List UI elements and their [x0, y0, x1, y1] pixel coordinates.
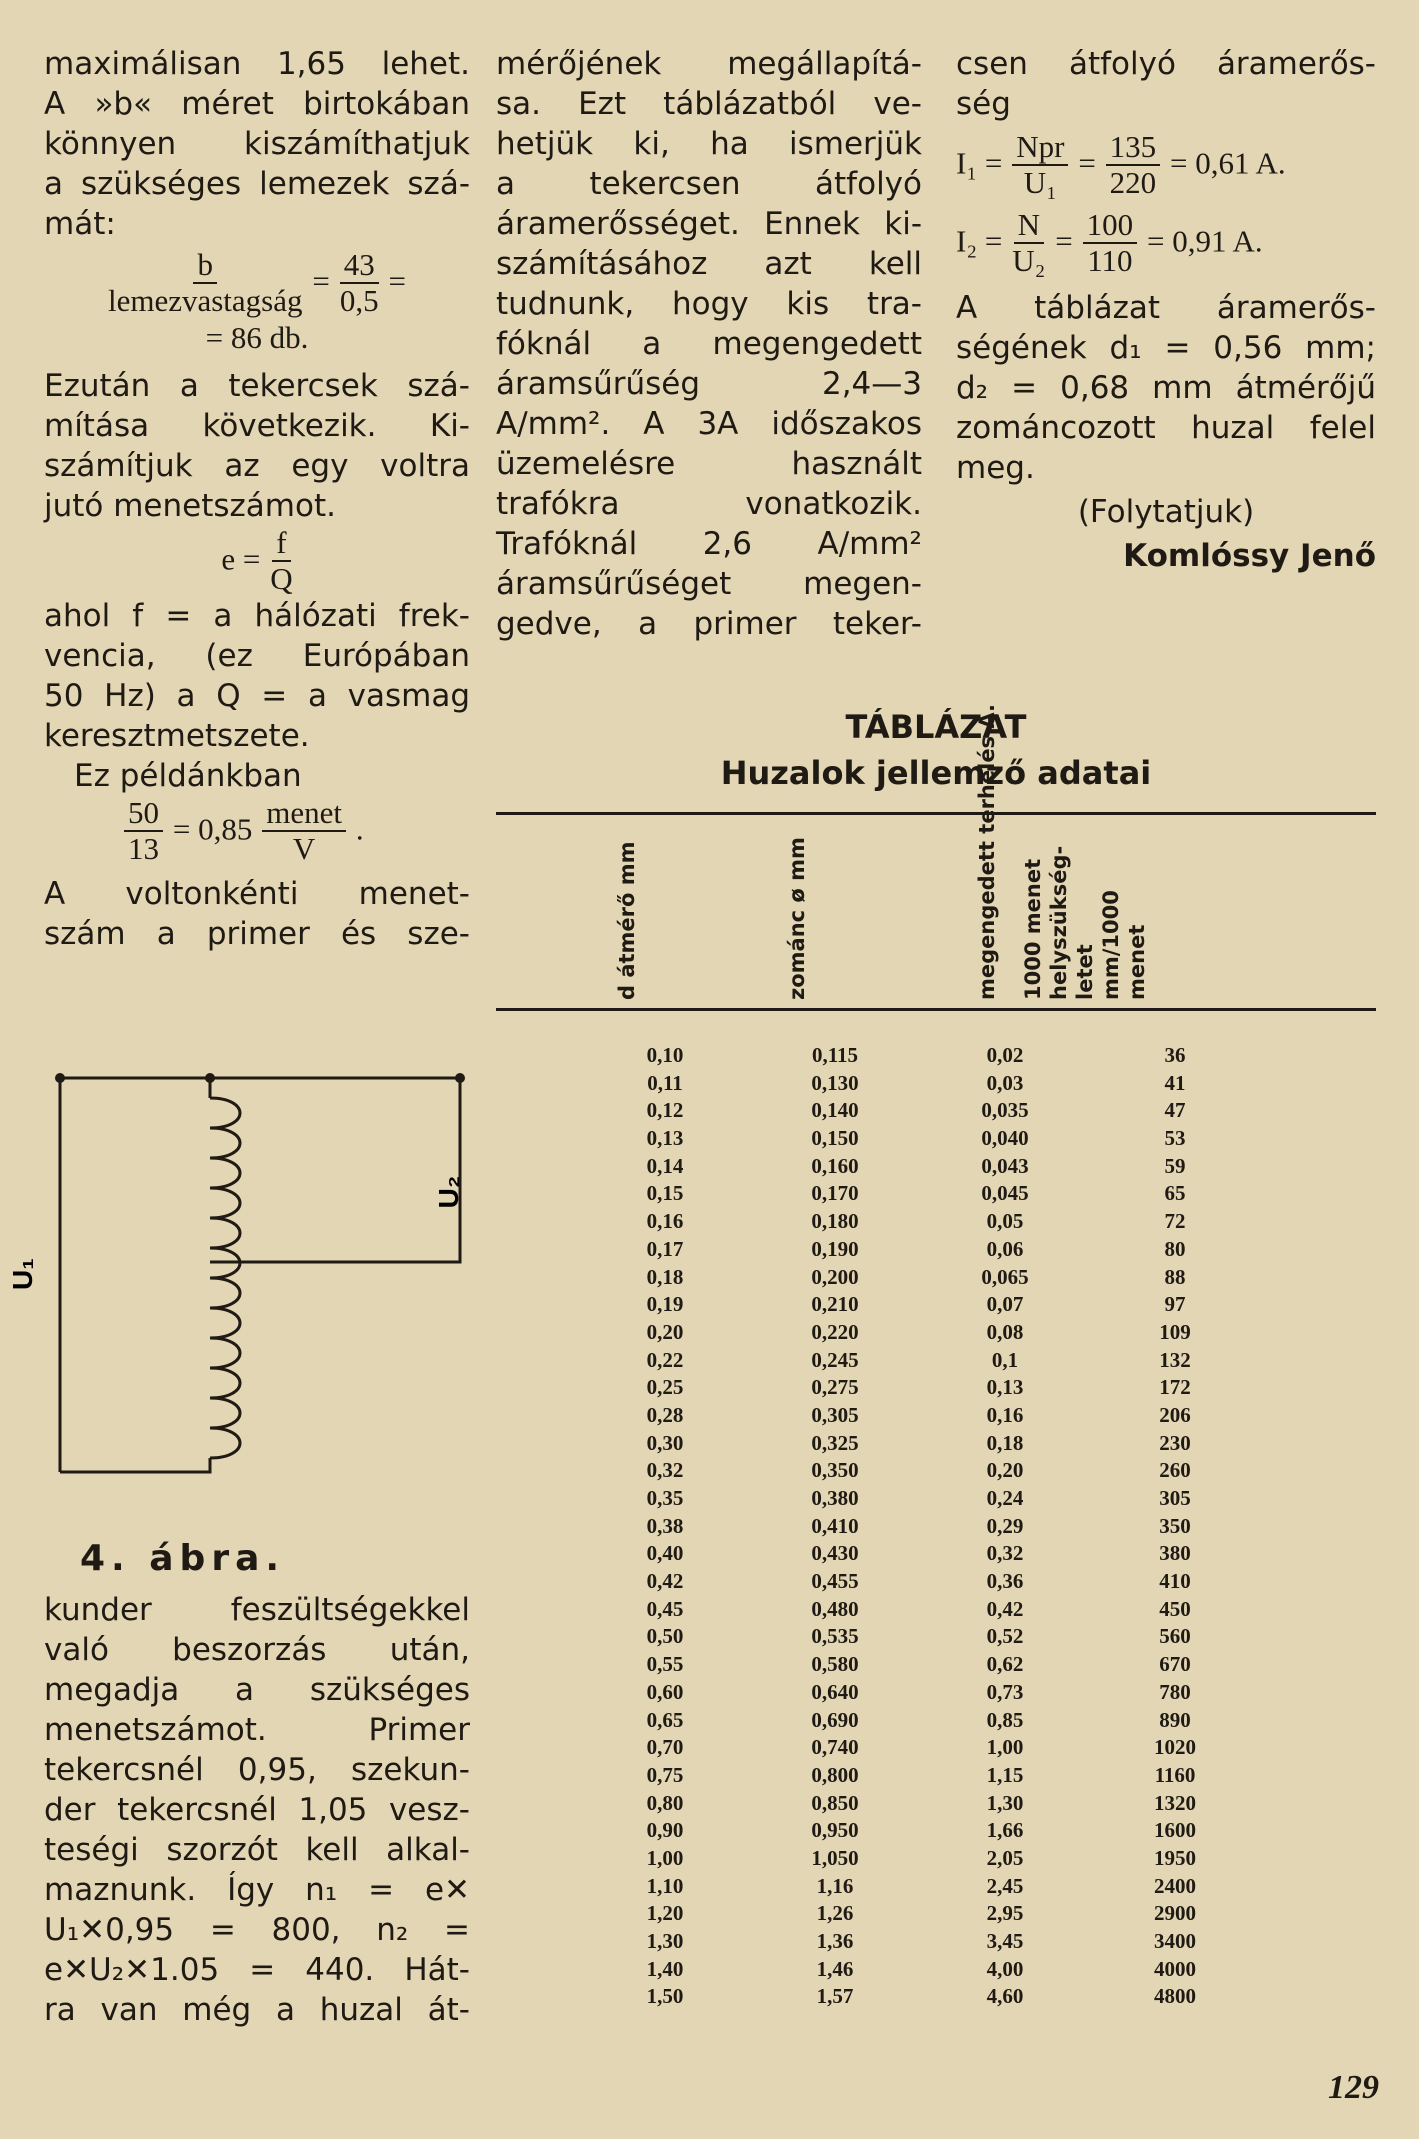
equation-turns — [44, 796, 470, 866]
table-cell: 0,410 — [811, 1513, 859, 1538]
table-row — [580, 1457, 1260, 1485]
table-cell: 0,455 — [811, 1569, 859, 1594]
text-line: gedve, a primer teker- — [496, 606, 922, 642]
table-cell: 109 — [1159, 1319, 1191, 1344]
table-row — [580, 1153, 1260, 1181]
equation-plates — [44, 248, 470, 318]
table-cell: 0,480 — [811, 1596, 859, 1621]
coil-icon — [210, 1098, 240, 1458]
table-row — [580, 1097, 1260, 1125]
eq-mid: = 0,85 — [172, 811, 253, 847]
text-line: keresztmetszete. — [44, 718, 310, 754]
continuation-note: (Folytatjuk) — [1077, 494, 1255, 530]
eq-sign: = — [1078, 145, 1096, 181]
table-row — [580, 1374, 1260, 1402]
equation-i1 — [956, 130, 1376, 200]
table-cell: 172 — [1159, 1375, 1191, 1400]
table-cell: 0,25 — [646, 1375, 684, 1400]
table-cell: 0,73 — [986, 1679, 1024, 1704]
table-cell: 670 — [1159, 1652, 1191, 1677]
text-line: megadja a szükséges — [44, 1672, 470, 1708]
right-wire — [210, 1078, 460, 1262]
table-cell: 0,16 — [646, 1209, 684, 1234]
table-cell: 0,045 — [981, 1181, 1029, 1206]
text-line: 50 Hz) a Q = a vasmag — [44, 678, 470, 714]
table-cell: 0,02 — [986, 1043, 1024, 1067]
text-line: számításához azt kell — [496, 246, 922, 282]
eq-den: V — [292, 831, 316, 866]
transformer-diagram — [7, 1072, 470, 1522]
eq-den: lemezvastagság — [107, 283, 303, 318]
text-line: áramsűrűséget megen- — [496, 566, 922, 602]
text-line: sa. Ezt táblázatból ve- — [496, 86, 922, 122]
table-cell: 0,18 — [986, 1430, 1024, 1455]
table-cell: 1600 — [1154, 1818, 1196, 1843]
table-cell: 1,30 — [646, 1929, 684, 1953]
text-line: A voltonkénti menet- — [44, 876, 470, 912]
table-row — [580, 1873, 1260, 1901]
table-row — [580, 1679, 1260, 1707]
table-cell: 1,50 — [646, 1984, 684, 2009]
table-cell: 0,32 — [646, 1458, 684, 1483]
table-top-rule — [496, 812, 1376, 815]
table-cell: 0,380 — [811, 1486, 859, 1510]
table-cell: 1,40 — [646, 1956, 684, 1981]
table-cell: 4000 — [1154, 1956, 1196, 1981]
table-cell: 0,65 — [646, 1707, 684, 1732]
text-line: mítása következik. Ki- — [44, 408, 470, 444]
table-row — [580, 1623, 1260, 1651]
table-cell: 0,180 — [811, 1209, 859, 1234]
text-line: e✕U₂✕1.05 = 440. Hát- — [44, 1952, 470, 1988]
table-cell: 0,043 — [981, 1153, 1029, 1178]
table-cell: 0,62 — [986, 1652, 1024, 1677]
table-cell: 1950 — [1154, 1845, 1196, 1870]
eq-sign: = — [1055, 223, 1073, 259]
table-header-rule — [496, 1008, 1376, 1011]
table-cell: 0,190 — [811, 1236, 859, 1261]
table-row — [580, 1817, 1260, 1845]
table-cell: 65 — [1164, 1181, 1186, 1206]
table-cell: 2400 — [1154, 1873, 1196, 1898]
table-row — [580, 1513, 1260, 1541]
table-cell: 0,350 — [811, 1458, 859, 1483]
table-cell: 0,40 — [646, 1541, 684, 1566]
table-row — [580, 1734, 1260, 1762]
table-row — [580, 1264, 1260, 1292]
header-label: d átmérő mm — [615, 841, 639, 1000]
text-line: mérőjének megállapítá- — [496, 46, 922, 82]
eq-den: 220 — [1109, 165, 1157, 200]
header-label: 1000 menet helyszükség-letet mm/1000 menet — [1021, 845, 1149, 1000]
text-line: maznunk. Így n₁ = e✕ — [44, 1872, 470, 1908]
text-line: meg. — [956, 450, 1035, 486]
table-cell: 88 — [1164, 1264, 1186, 1289]
table-cell: 380 — [1159, 1541, 1191, 1566]
table-cell: 80 — [1164, 1236, 1186, 1261]
table-row — [580, 1042, 1260, 1070]
eq-num: 135 — [1106, 130, 1161, 166]
table-cell: 0,640 — [811, 1679, 859, 1704]
table-row — [580, 1347, 1260, 1375]
table-cell: 0,29 — [986, 1513, 1024, 1538]
table-cell: 1,30 — [986, 1790, 1024, 1815]
table-cell: 1,26 — [816, 1901, 854, 1926]
equation-result: = 86 db. — [205, 320, 309, 355]
header-label: megengedett terhelés A. — [975, 704, 999, 1000]
text-line: d₂ = 0,68 mm átmérőjű — [956, 370, 1376, 406]
table-cell: 0,305 — [811, 1402, 859, 1427]
table-cell: 0,20 — [646, 1319, 684, 1344]
table-cell: 53 — [1164, 1126, 1186, 1151]
text-line: a tekercsen átfolyó — [496, 166, 922, 202]
table-cell: 59 — [1164, 1153, 1186, 1178]
text-line: Ezután a tekercsek szá- — [44, 368, 470, 404]
table-header-space — [1021, 830, 1270, 1000]
table-row — [580, 1402, 1260, 1430]
table-row — [580, 1707, 1260, 1735]
table-cell: 4,60 — [986, 1984, 1024, 2009]
text-line: menetszámot. Primer — [44, 1712, 470, 1748]
table-cell: 0,16 — [986, 1402, 1024, 1427]
eq-den: U₁ — [1023, 165, 1057, 200]
table-cell: 0,11 — [647, 1070, 683, 1095]
table-row — [580, 1319, 1260, 1347]
text-line: szám a primer és sze- — [44, 916, 470, 952]
table-cell: 0,13 — [986, 1375, 1024, 1400]
table-cell: 1,15 — [986, 1762, 1024, 1787]
table-cell: 230 — [1159, 1430, 1191, 1455]
text-line: A táblázat áramerős- — [956, 290, 1376, 326]
table-row — [580, 1430, 1260, 1458]
table-cell: 305 — [1159, 1486, 1191, 1510]
table-cell: 0,210 — [811, 1292, 859, 1317]
table-cell: 3,45 — [986, 1929, 1024, 1953]
table-cell: 97 — [1164, 1292, 1186, 1317]
table-cell: 1160 — [1154, 1762, 1196, 1787]
table-cell: 0,75 — [646, 1762, 684, 1787]
text-line: könnyen kiszámíthatjuk — [44, 126, 470, 162]
table-row — [580, 1790, 1260, 1818]
text-line: der tekercsnél 1,05 vesz- — [44, 1792, 470, 1828]
table-cell: 0,35 — [646, 1486, 684, 1510]
table-row — [580, 1596, 1260, 1624]
text-line: áramerősséget. Ennek ki- — [496, 206, 922, 242]
eq-num: 50 — [124, 796, 163, 832]
table-row — [580, 1070, 1260, 1098]
table-subtitle: Huzalok jellemző adatai — [720, 754, 1152, 792]
table-cell: 47 — [1164, 1098, 1186, 1123]
eq-den: 0,5 — [339, 283, 379, 318]
table-cell: 0,18 — [646, 1264, 684, 1289]
table-row — [580, 1125, 1260, 1153]
text-line: való beszorzás után, — [44, 1632, 470, 1668]
table-cell: 0,200 — [811, 1264, 859, 1289]
text-line: A/mm². A 3A időszakos — [496, 406, 922, 442]
table-cell: 1,57 — [816, 1984, 854, 2009]
table-cell: 1,20 — [646, 1901, 684, 1926]
table-cell: 0,580 — [811, 1652, 859, 1677]
text-line: hetjük ki, ha ismerjük — [496, 126, 922, 162]
terminal-dot — [55, 1073, 65, 1083]
table-row — [580, 1900, 1260, 1928]
eq-num: b — [193, 248, 217, 284]
table-cell: 2,95 — [986, 1901, 1024, 1926]
text-line: mát: — [44, 206, 116, 242]
table-cell: 1,36 — [816, 1929, 854, 1953]
table-cell: 132 — [1159, 1347, 1191, 1372]
table-cell: 0,10 — [646, 1043, 684, 1067]
table-cell: 0,245 — [811, 1347, 859, 1372]
column-left-bottom — [44, 1590, 470, 2030]
table-cell: 72 — [1164, 1209, 1186, 1234]
table-cell: 0,70 — [646, 1735, 684, 1760]
table-cell: 0,170 — [811, 1181, 859, 1206]
table-cell: 4800 — [1154, 1984, 1196, 2009]
eq-sign: = — [312, 263, 330, 299]
table-cell: 0,850 — [811, 1790, 859, 1815]
text-line: üzemelésre használt — [496, 446, 922, 482]
label-u1: U₁ — [7, 1258, 38, 1290]
text-line: ségének d₁ = 0,56 mm; — [956, 330, 1376, 366]
table-row — [580, 1540, 1260, 1568]
table-row — [580, 1956, 1260, 1984]
text-line: A »b« méret birtokában — [44, 86, 470, 122]
table-row — [580, 1983, 1260, 2011]
column-middle — [496, 44, 922, 644]
table-cell: 0,50 — [646, 1624, 684, 1649]
table-cell: 0,03 — [986, 1070, 1024, 1095]
table-row — [580, 1208, 1260, 1236]
table-cell: 0,140 — [811, 1098, 859, 1123]
table-cell: 410 — [1159, 1569, 1191, 1594]
table-cell: 0,30 — [646, 1430, 684, 1455]
table-cell: 0,15 — [646, 1181, 684, 1206]
table-cell: 206 — [1159, 1402, 1191, 1427]
text-line: ség — [956, 86, 1011, 122]
eq-sign: = — [388, 263, 407, 299]
eq-den: Q — [270, 561, 293, 596]
equation-e — [44, 526, 470, 596]
table-cell: 450 — [1159, 1596, 1191, 1621]
text-line: ra van még a huzal át- — [44, 1992, 470, 2028]
table-cell: 1320 — [1154, 1790, 1196, 1815]
table-cell: 0,130 — [811, 1070, 859, 1095]
table-cell: 0,160 — [811, 1153, 859, 1178]
table-cell: 0,690 — [811, 1707, 859, 1732]
table-cell: 2,05 — [986, 1845, 1024, 1870]
table-cell: 0,90 — [646, 1818, 684, 1843]
table-row — [580, 1291, 1260, 1319]
table-cell: 0,275 — [811, 1375, 859, 1400]
text-line: kunder feszültségekkel — [44, 1592, 470, 1628]
text-line: zománcozott huzal felel — [956, 410, 1376, 446]
text-line: maximálisan 1,65 lehet. — [44, 46, 470, 82]
table-cell: 0,32 — [986, 1541, 1024, 1566]
table-cell: 1,00 — [646, 1845, 684, 1870]
table-row — [580, 1762, 1260, 1790]
table-cell: 0,85 — [986, 1707, 1024, 1732]
text-line: Ez példánkban — [74, 758, 302, 794]
terminal-dot — [455, 1073, 465, 1083]
eq-den: U₂ — [1012, 243, 1046, 278]
table-cell: 0,07 — [986, 1292, 1024, 1317]
table-row — [580, 1845, 1260, 1873]
header-label: zománc ø mm — [785, 837, 809, 1000]
text-line: áramsűrűség 2,4—3 — [496, 366, 922, 402]
table-cell: 0,08 — [986, 1319, 1024, 1344]
table-cell: 0,24 — [986, 1486, 1024, 1510]
table-cell: 4,00 — [986, 1956, 1024, 1981]
table-title: TÁBLÁZAT — [845, 708, 1027, 746]
table-cell: 0,1 — [991, 1347, 1019, 1372]
text-line: teségi szorzót kell alkal- — [44, 1832, 470, 1868]
table-cell: 0,28 — [646, 1402, 684, 1427]
table-cell: 1,46 — [816, 1956, 854, 1981]
table-cell: 2900 — [1154, 1901, 1196, 1926]
table-cell: 0,38 — [646, 1513, 684, 1538]
table-cell: 0,22 — [646, 1347, 684, 1372]
terminal-dot — [205, 1073, 215, 1083]
table-cell: 0,065 — [981, 1264, 1029, 1289]
table-cell: 1,66 — [986, 1818, 1024, 1843]
eq-den: 110 — [1087, 243, 1133, 278]
table-cell: 1020 — [1154, 1735, 1196, 1760]
text-line: tudnunk, hogy kis tra- — [496, 286, 922, 322]
text-line: tekercsnél 0,95, szekun- — [44, 1752, 470, 1788]
table-cell: 0,20 — [986, 1458, 1024, 1483]
table-cell: 0,950 — [811, 1818, 859, 1843]
table-cell: 0,06 — [986, 1236, 1024, 1261]
table-cell: 0,325 — [811, 1430, 859, 1455]
eq-num: 43 — [340, 248, 379, 284]
table-cell: 0,740 — [811, 1735, 859, 1760]
table-cell: 0,80 — [646, 1790, 684, 1815]
eq-lhs: I₁ = — [956, 145, 1003, 181]
eq-lhs: I₂ = — [956, 223, 1003, 259]
equation-i2 — [956, 208, 1376, 278]
text-line: fóknál a megengedett — [496, 326, 922, 362]
column-left — [44, 44, 470, 954]
table-cell: 36 — [1164, 1043, 1186, 1067]
text-line: ahol f = a hálózati frek- — [44, 598, 470, 634]
text-line: számítjuk az egy voltra — [44, 448, 470, 484]
table-row — [580, 1928, 1260, 1956]
table-cell: 0,040 — [981, 1126, 1029, 1151]
eq-rhs: = 0,91 A. — [1147, 223, 1263, 259]
table-cell: 260 — [1159, 1458, 1191, 1483]
eq-num: N — [1014, 208, 1044, 244]
eq-num: menet — [262, 796, 346, 832]
eq-den: 13 — [128, 831, 159, 866]
table-cell: 41 — [1164, 1070, 1186, 1095]
table-cell: 0,52 — [986, 1624, 1024, 1649]
eq-num: f — [272, 526, 290, 562]
table-cell: 0,19 — [646, 1292, 684, 1317]
eq-rhs: = 0,61 A. — [1170, 145, 1286, 181]
table-cell: 0,115 — [811, 1043, 859, 1067]
table-cell: 0,12 — [646, 1098, 684, 1123]
table-cell: 560 — [1159, 1624, 1191, 1649]
table-cell: 1,16 — [816, 1873, 854, 1898]
table-cell: 3400 — [1154, 1929, 1196, 1953]
eq-num: Npr — [1012, 130, 1068, 166]
table-cell: 0,14 — [646, 1153, 684, 1178]
text-line: Trafóknál 2,6 A/mm² — [496, 526, 922, 562]
table-body — [580, 1042, 1260, 2011]
table-cell: 0,430 — [811, 1541, 859, 1566]
table-row — [580, 1568, 1260, 1596]
eq-num: 100 — [1083, 208, 1138, 244]
eq-lhs: e = — [221, 541, 261, 577]
page-number: 129 — [1328, 2069, 1379, 2106]
table-cell: 0,55 — [646, 1652, 684, 1677]
table-row — [580, 1180, 1260, 1208]
table-cell: 1,050 — [811, 1845, 859, 1870]
text-line: a szükséges lemezek szá- — [44, 166, 470, 202]
column-right — [956, 44, 1376, 576]
eq-sign: . — [355, 811, 364, 847]
bottom-wire — [60, 1458, 210, 1472]
table-cell: 0,05 — [986, 1209, 1024, 1234]
table-cell: 0,36 — [986, 1569, 1024, 1594]
text-line: csen átfolyó áramerős- — [956, 46, 1376, 82]
table-cell: 0,220 — [811, 1319, 859, 1344]
table-cell: 0,60 — [646, 1679, 684, 1704]
text-line: vencia, (ez Európában — [44, 638, 470, 674]
table-cell: 0,035 — [981, 1098, 1029, 1123]
table-cell: 0,535 — [811, 1624, 859, 1649]
author-name: Komlóssy Jenő — [1123, 538, 1376, 574]
table-cell: 780 — [1159, 1679, 1191, 1704]
table-row — [580, 1651, 1260, 1679]
table-cell: 0,42 — [986, 1596, 1024, 1621]
table-cell: 0,17 — [646, 1236, 684, 1261]
text-line: U₁✕0,95 = 800, n₂ = — [44, 1912, 470, 1948]
table-cell: 890 — [1159, 1707, 1191, 1732]
text-line: jutó menetszámot. — [44, 488, 336, 524]
table-cell: 0,42 — [646, 1569, 684, 1594]
figure-caption: 4. ábra. — [80, 1538, 286, 1579]
table-cell: 0,150 — [811, 1126, 859, 1151]
table-cell: 1,10 — [646, 1873, 684, 1898]
text-line: trafókra vonatkozik. — [496, 486, 922, 522]
table-row — [580, 1485, 1260, 1513]
label-u2: U₂ — [433, 1175, 464, 1209]
table-cell: 0,45 — [646, 1596, 684, 1621]
table-row — [580, 1236, 1260, 1264]
table-cell: 0,13 — [646, 1126, 684, 1151]
table-cell: 2,45 — [986, 1873, 1024, 1898]
table-cell: 350 — [1159, 1513, 1191, 1538]
table-cell: 0,800 — [811, 1762, 859, 1787]
table-cell: 1,00 — [986, 1735, 1024, 1760]
